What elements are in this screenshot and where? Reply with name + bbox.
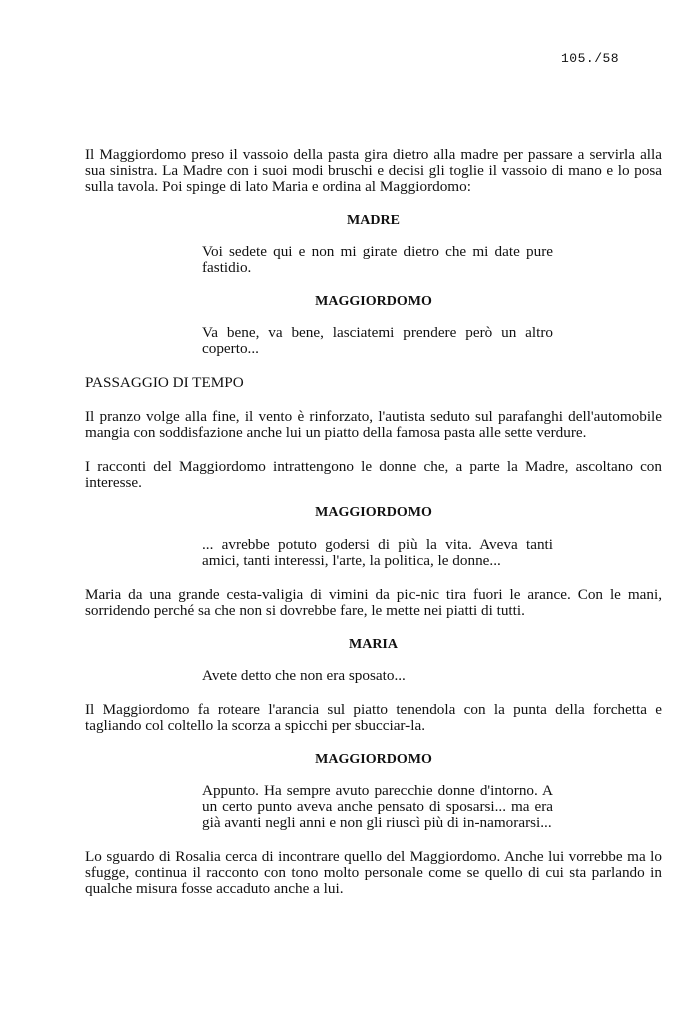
dialogue: Va bene, va bene, lasciatemi prendere però un altro coperto...: [202, 324, 553, 358]
character-name: MAGGIORDOMO: [315, 751, 432, 767]
dialogue: Voi sedete qui e non mi girate dietro che mi date pure fastidio.: [202, 243, 553, 277]
action-paragraph: Lo sguardo di Rosalia cerca di incontrare quello del Maggiordomo. Anche lui vorrebbe ma lo sfugge, continua il racconto con tono molto personale come se quello di cui sta parlando in qualche misura fosse accaduto anche a lui.: [85, 847, 662, 897]
action-paragraph: I racconti del Maggiordomo intrattengono le donne che, a parte la Madre, ascoltano con interesse.: [85, 458, 662, 492]
action-paragraph: Maria da una grande cesta-valigia di vimini da pic-nic tira fuori le arance. Con le mani, sorridendo perché sa che non si dovrebbe fare, le mette nei piatti di tutti.: [85, 585, 662, 619]
character-name: MAGGIORDOMO: [315, 505, 432, 521]
script-body: [85, 147, 662, 915]
scene-transition: PASSAGGIO DI TEMPO: [85, 374, 244, 392]
character-name: MARIA: [349, 636, 398, 652]
page-number: 105./58: [561, 51, 620, 66]
character-name: MAGGIORDOMO: [315, 294, 432, 310]
action-paragraph: Il Maggiordomo fa roteare l'arancia sul piatto tenendola con la punta della forchetta e tagliando col coltello la scorza a spicchi per sbucciar-la.: [85, 700, 662, 734]
character-name: MADRE: [347, 213, 400, 228]
dialogue: Avete detto che non era sposato...: [202, 666, 406, 684]
action-paragraph: Il pranzo volge alla fine, il vento è rinforzato, l'autista seduto sul parafanghi dell'automobile mangia con soddisfazione anche lui un piatto della famosa pasta alle sette verdure.: [85, 408, 662, 442]
action-paragraph: Il Maggiordomo preso il vassoio della pasta gira dietro alla madre per passare a servirla alla sua sinistra. La Madre con i suoi modi bruschi e decisi gli toglie il vassoio di mano e lo posa sulla tavola. Poi spinge di lato Maria e ordina al Maggiordomo:: [85, 146, 662, 195]
dialogue: ... avrebbe potuto godersi di più la vita. Aveva tanti amici, tanti interessi, l'arte, la politica, le donne...: [202, 535, 553, 569]
dialogue: Appunto. Ha sempre avuto parecchie donne d'intorno. A un certo punto aveva anche pensato di sposarsi... ma era già avanti negli anni e non gli riuscì più di in-namorarsi...: [202, 781, 553, 831]
